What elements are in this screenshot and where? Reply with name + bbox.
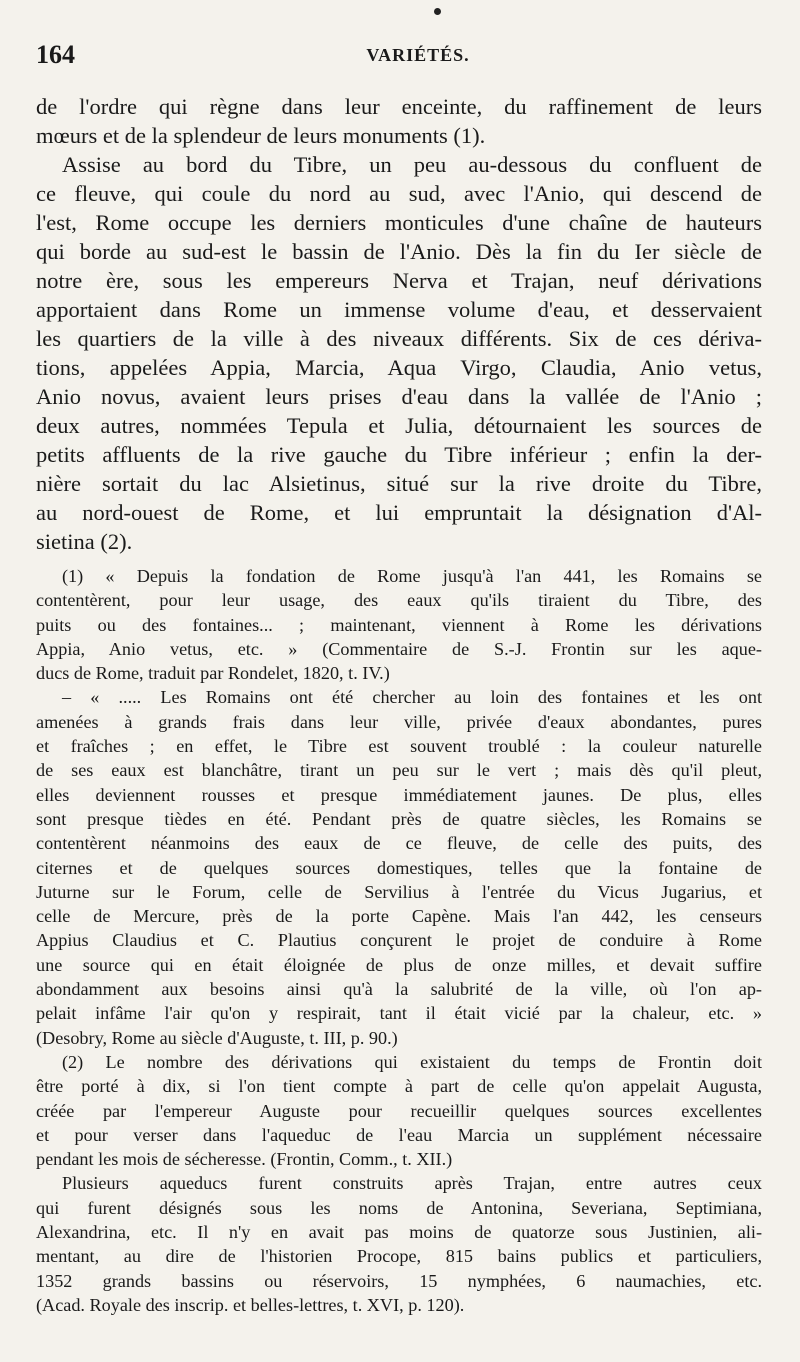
main-line: de l'ordre qui règne dans leur enceinte, du raffinement de leurs — [36, 94, 762, 119]
footnote-line: de ses eaux est blanchâtre, tirant un peu sur le vert ; mais dès qu'il pleut, — [36, 760, 762, 781]
main-line: l'est, Rome occupe les derniers monticules d'une chaîne de hauteurs — [36, 210, 762, 235]
footnote-line: sont presque tièdes en été. Pendant près de quatre siècles, les Romains se — [36, 808, 762, 829]
footnote-line: (2) Le nombre des dérivations qui existaient du temps de Frontin doit — [62, 1051, 762, 1072]
footnote-line: (Acad. Royale des inscrip. et belles-lettres, t. XVI, p. 120). — [36, 1294, 465, 1315]
footnote-line: une source qui en était éloignée de plus de onze milles, et devait suffire — [36, 954, 762, 975]
footnote-line: – « ..... Les Romains ont été chercher au loin des fontaines et les ont — [62, 687, 762, 708]
footnote-line: être porté à dix, si l'on tient compte à part de celle qu'on appelait Augusta, — [36, 1076, 762, 1097]
main-line: petits affluents de la rive gauche du Tibre inférieur ; enfin la der- — [36, 442, 762, 467]
footnote-line: celle de Mercure, près de la porte Capène. Mais l'an 442, les censeurs — [36, 906, 762, 927]
main-line: apportaient dans Rome un immense volume d'eau, et desservaient — [36, 297, 762, 322]
main-line: Anio novus, avaient leurs prises d'eau dans la vallée de l'Anio ; — [36, 384, 762, 409]
footnote-line: contentèrent néanmoins des eaux de ce fleuve, de celle des puits, des — [36, 833, 762, 854]
footnote-line: Appius Claudius et C. Plautius conçurent le projet de conduire à Rome — [36, 930, 762, 951]
main-line: ce fleuve, qui coule du nord au sud, avec l'Anio, qui descend de — [36, 181, 762, 206]
footnote-line: pelait infâme l'air qu'on y respirait, tant il était vicié par la chaleur, etc. » — [36, 1003, 762, 1024]
footnote-line: (Desobry, Rome au siècle d'Auguste, t. III, p. 90.) — [36, 1027, 398, 1048]
main-line: deux autres, nommées Tepula et Julia, détournaient les sources de — [36, 413, 762, 438]
main-line: Assise au bord du Tibre, un peu au-dessous du confluent de — [62, 152, 762, 177]
main-line: les quartiers de la ville à des niveaux différents. Six de ces dériva- — [36, 326, 762, 351]
footnote-line: et fraîches ; en effet, le Tibre est souvent troublé : la couleur naturelle — [36, 736, 762, 757]
main-line: tions, appelées Appia, Marcia, Aqua Virgo, Claudia, Anio vetus, — [36, 355, 762, 380]
footnote-line: qui furent désignés sous les noms de Antonina, Severiana, Septimiana, — [36, 1197, 762, 1218]
page-number: 164 — [36, 40, 75, 69]
footnote-line: Appia, Anio vetus, etc. » (Commentaire de S.-J. Frontin sur les aque- — [36, 638, 762, 659]
footnote-line: citernes et de quelques sources domestiques, telles que la fontaine de — [36, 857, 762, 878]
main-line: sietina (2). — [36, 529, 133, 554]
footnote-line: et pour verser dans l'aqueduc de l'eau Marcia un supplément nécessaire — [36, 1124, 762, 1145]
footnote-line: abondamment aux besoins ainsi qu'à la salubrité de la ville, où l'on ap- — [36, 979, 762, 1000]
footnote-line: Juturne sur le Forum, celle de Servilius à l'entrée du Vicus Jugarius, et — [36, 881, 762, 902]
main-line: mœurs et de la splendeur de leurs monuments (1). — [36, 123, 486, 148]
footnote-line: pendant les mois de sécheresse. (Frontin, Comm., t. XII.) — [36, 1149, 453, 1170]
footnote-line: Alexandrina, etc. Il n'y en avait pas moins de quatorze sous Justinien, ali- — [36, 1222, 762, 1243]
main-line: qui borde au sud-est le bassin de l'Anio. Dès la fin du Ier siècle de — [36, 239, 762, 264]
footnote-line: (1) « Depuis la fondation de Rome jusqu'à l'an 441, les Romains se — [62, 566, 762, 586]
main-line: notre ère, sous les empereurs Nerva et Trajan, neuf dérivations — [36, 268, 762, 293]
page-header — [36, 40, 760, 80]
footnote-line: 1352 grands bassins ou réservoirs, 15 nymphées, 6 naumachies, etc. — [36, 1270, 762, 1291]
main-line: au nord-ouest de Rome, et lui empruntait la désignation d'Al- — [36, 500, 762, 525]
footnote-line: puits ou des fontaines... ; maintenant, viennent à Rome les dérivations — [36, 614, 762, 635]
footnote-line: ducs de Rome, traduit par Rondelet, 1820, t. IV.) — [36, 663, 390, 684]
footnote-line: elles deviennent rousses et presque immédiatement jaunes. De plus, elles — [36, 784, 762, 805]
footnote-line: Plusieurs aqueducs furent construits après Trajan, entre autres ceux — [62, 1173, 762, 1194]
main-text — [36, 92, 762, 556]
footnotes — [36, 564, 762, 1317]
footnote-line: contentèrent, pour leur usage, des eaux qu'ils tiraient du Tibre, des — [36, 590, 762, 611]
main-line: nière sortait du lac Alsietinus, situé sur la rive droite du Tibre, — [36, 471, 762, 496]
footnote-line: amenées à grands frais dans leur ville, privée d'eaux abondantes, pures — [36, 711, 762, 732]
ink-dot — [434, 8, 441, 15]
running-head: VARIÉTÉS. — [366, 45, 470, 65]
footnote-line: mentant, au dire de l'historien Procope, 815 bains publics et particuliers, — [36, 1246, 762, 1267]
footnote-line: créée par l'empereur Auguste pour recueillir quelques sources excellentes — [36, 1100, 762, 1121]
